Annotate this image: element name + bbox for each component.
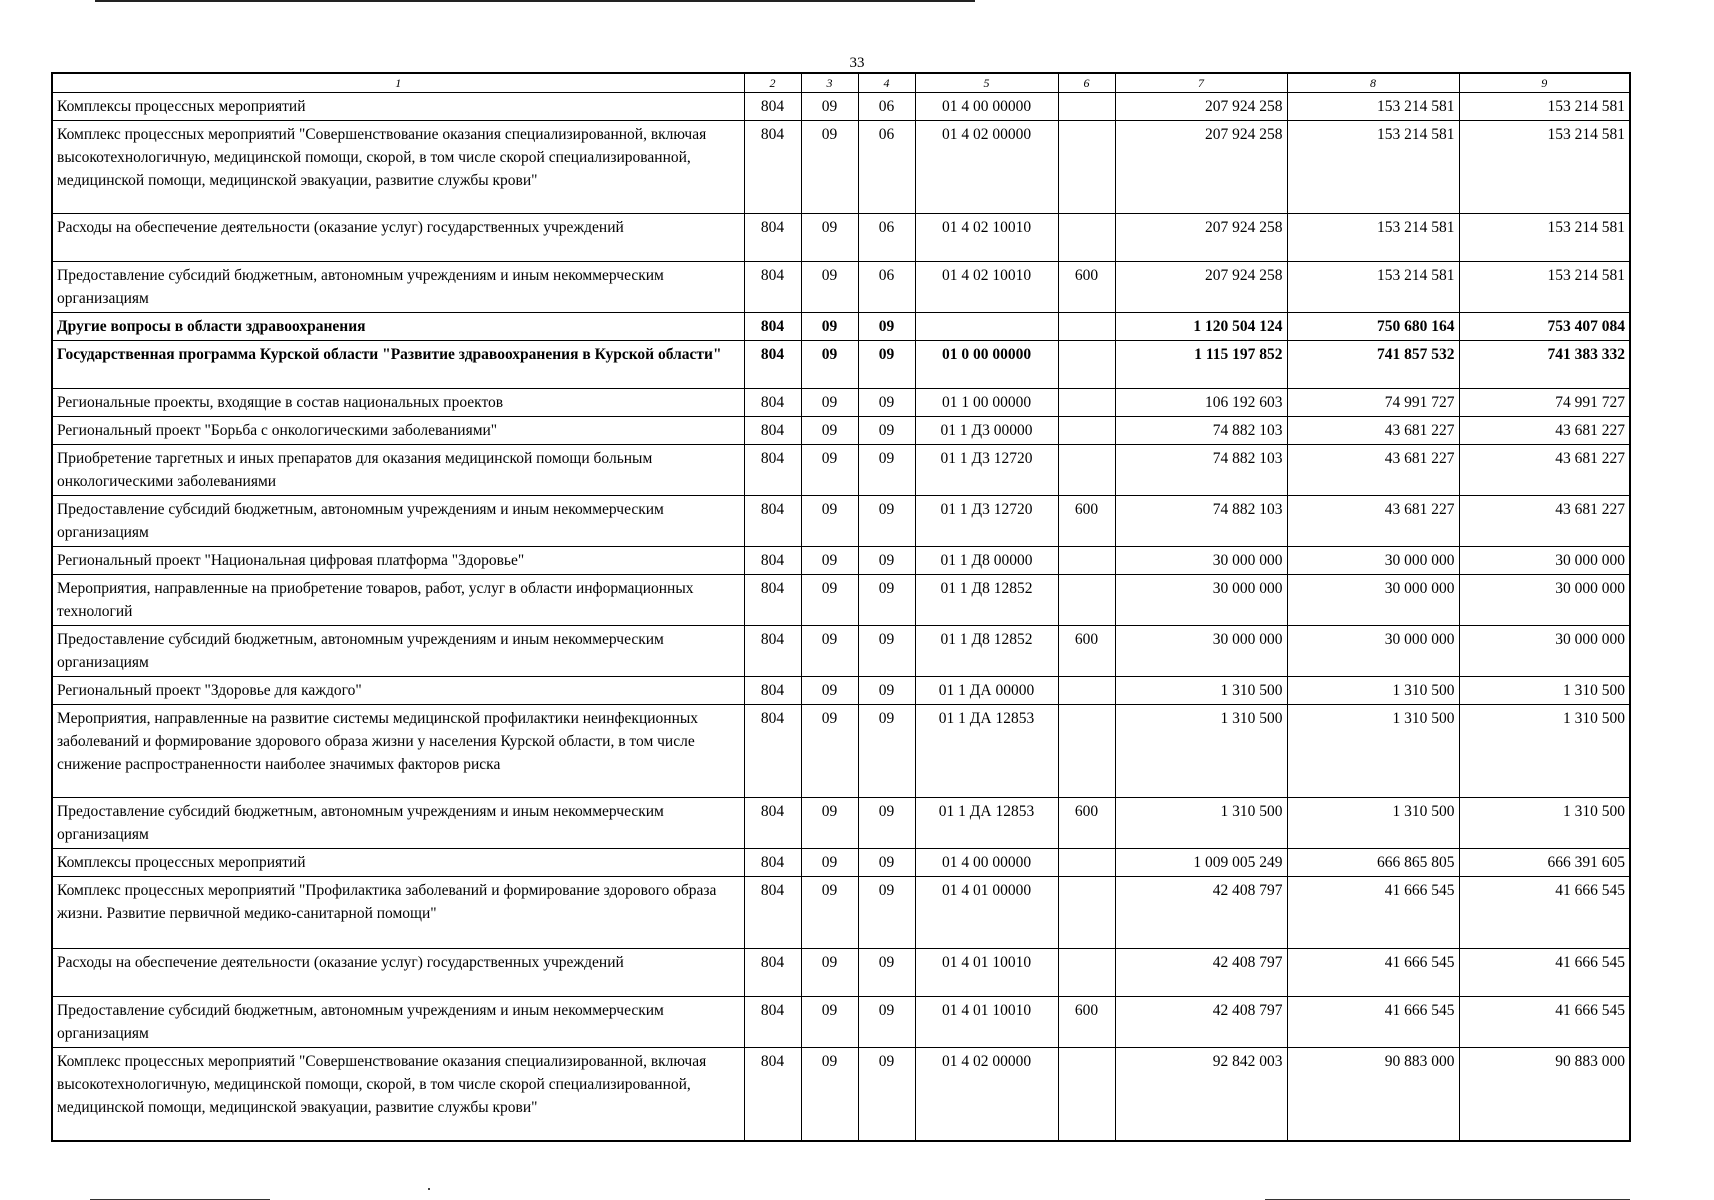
section-cell: 09 — [801, 389, 858, 417]
section-cell: 09 — [801, 949, 858, 997]
row-name-cell: Комплексы процессных мероприятий — [52, 849, 744, 877]
section-cell: 09 — [801, 849, 858, 877]
amount-col9-cell: 153 214 581 — [1459, 93, 1630, 121]
amount-col9-cell: 30 000 000 — [1459, 575, 1630, 626]
amount-col7-cell: 42 408 797 — [1115, 949, 1287, 997]
amount-col9-cell: 41 666 545 — [1459, 997, 1630, 1048]
table-row — [52, 389, 1630, 417]
subsection-cell: 09 — [858, 445, 915, 496]
amount-col8-cell: 741 857 532 — [1287, 341, 1459, 389]
amount-col9-cell: 153 214 581 — [1459, 214, 1630, 262]
table-row — [52, 677, 1630, 705]
admin-code-cell: 804 — [744, 341, 801, 389]
table-row — [52, 214, 1630, 262]
row-name-cell: Мероприятия, направленные на приобретение товаров, работ, услуг в области информационных технологий — [52, 575, 744, 626]
section-cell: 09 — [801, 417, 858, 445]
section-cell: 09 — [801, 877, 858, 949]
section-cell: 09 — [801, 798, 858, 849]
target-article-cell: 01 4 00 00000 — [915, 849, 1058, 877]
row-name-cell: Расходы на обеспечение деятельности (оказание услуг) государственных учреждений — [52, 214, 744, 262]
expense-type-cell — [1058, 849, 1115, 877]
admin-code-cell: 804 — [744, 677, 801, 705]
expense-type-cell — [1058, 389, 1115, 417]
admin-code-cell: 804 — [744, 93, 801, 121]
admin-code-cell: 804 — [744, 417, 801, 445]
expense-type-cell — [1058, 445, 1115, 496]
target-article-cell: 01 1 Д3 00000 — [915, 417, 1058, 445]
amount-col7-cell: 30 000 000 — [1115, 575, 1287, 626]
section-cell: 09 — [801, 445, 858, 496]
subsection-cell: 09 — [858, 417, 915, 445]
target-article-cell: 01 1 00 00000 — [915, 389, 1058, 417]
section-cell: 09 — [801, 677, 858, 705]
amount-col7-cell: 207 924 258 — [1115, 262, 1287, 313]
admin-code-cell: 804 — [744, 496, 801, 547]
table-row — [52, 798, 1630, 849]
admin-code-cell: 804 — [744, 575, 801, 626]
target-article-cell: 01 4 02 00000 — [915, 121, 1058, 214]
target-article-cell: 01 0 00 00000 — [915, 341, 1058, 389]
target-article-cell: 01 4 01 10010 — [915, 997, 1058, 1048]
row-name-cell: Предоставление субсидий бюджетным, автономным учреждениям и иным некоммерческим организациям — [52, 997, 744, 1048]
subsection-cell: 09 — [858, 496, 915, 547]
admin-code-cell: 804 — [744, 798, 801, 849]
section-cell: 09 — [801, 1048, 858, 1141]
table-row — [52, 496, 1630, 547]
expense-type-cell: 600 — [1058, 997, 1115, 1048]
expense-type-cell: 600 — [1058, 626, 1115, 677]
subsection-cell: 09 — [858, 626, 915, 677]
amount-col7-cell: 106 192 603 — [1115, 389, 1287, 417]
row-name-cell: Мероприятия, направленные на развитие системы медицинской профилактики неинфекционных заболеваний и формирование здорового образа жизни у населения Курской области, в том числе снижение распространенности наиболее значимых факторов риска — [52, 705, 744, 798]
column-header: 7 — [1115, 73, 1287, 93]
target-article-cell: 01 1 ДА 12853 — [915, 705, 1058, 798]
expense-type-cell — [1058, 705, 1115, 798]
table-row — [52, 1048, 1630, 1141]
amount-col8-cell: 153 214 581 — [1287, 121, 1459, 214]
expense-type-cell — [1058, 1048, 1115, 1141]
column-number-row — [52, 73, 1630, 93]
amount-col8-cell: 43 681 227 — [1287, 417, 1459, 445]
amount-col7-cell: 1 115 197 852 — [1115, 341, 1287, 389]
expense-type-cell: 600 — [1058, 262, 1115, 313]
subsection-cell: 09 — [858, 313, 915, 341]
amount-col8-cell: 74 991 727 — [1287, 389, 1459, 417]
target-article-cell: 01 1 Д8 12852 — [915, 575, 1058, 626]
amount-col8-cell: 43 681 227 — [1287, 496, 1459, 547]
table-row — [52, 997, 1630, 1048]
section-cell: 09 — [801, 705, 858, 798]
row-name-cell: Другие вопросы в области здравоохранения — [52, 313, 744, 341]
row-name-cell: Приобретение таргетных и иных препаратов для оказания медицинской помощи больным онкологическими заболеваниями — [52, 445, 744, 496]
section-cell: 09 — [801, 341, 858, 389]
admin-code-cell: 804 — [744, 262, 801, 313]
amount-col7-cell: 74 882 103 — [1115, 496, 1287, 547]
table-row — [52, 93, 1630, 121]
expense-type-cell — [1058, 341, 1115, 389]
amount-col7-cell: 1 310 500 — [1115, 705, 1287, 798]
amount-col7-cell: 42 408 797 — [1115, 877, 1287, 949]
amount-col9-cell: 1 310 500 — [1459, 677, 1630, 705]
expense-type-cell — [1058, 949, 1115, 997]
column-header: 8 — [1287, 73, 1459, 93]
row-name-cell: Предоставление субсидий бюджетным, автономным учреждениям и иным некоммерческим организациям — [52, 262, 744, 313]
expense-type-cell: 600 — [1058, 798, 1115, 849]
admin-code-cell: 804 — [744, 949, 801, 997]
amount-col7-cell: 30 000 000 — [1115, 626, 1287, 677]
amount-col9-cell: 1 310 500 — [1459, 705, 1630, 798]
row-name-cell: Предоставление субсидий бюджетным, автономным учреждениям и иным некоммерческим организациям — [52, 496, 744, 547]
row-name-cell: Государственная программа Курской области "Развитие здравоохранения в Курской области" — [52, 341, 744, 389]
table-row — [52, 262, 1630, 313]
expense-type-cell — [1058, 417, 1115, 445]
target-article-cell: 01 1 ДА 12853 — [915, 798, 1058, 849]
amount-col9-cell: 43 681 227 — [1459, 445, 1630, 496]
admin-code-cell: 804 — [744, 849, 801, 877]
subsection-cell: 09 — [858, 997, 915, 1048]
column-header: 4 — [858, 73, 915, 93]
amount-col8-cell: 41 666 545 — [1287, 997, 1459, 1048]
amount-col7-cell: 42 408 797 — [1115, 997, 1287, 1048]
target-article-cell: 01 1 Д3 12720 — [915, 445, 1058, 496]
amount-col9-cell: 74 991 727 — [1459, 389, 1630, 417]
target-article-cell: 01 4 01 10010 — [915, 949, 1058, 997]
scan-speck — [428, 1188, 430, 1190]
section-cell: 09 — [801, 626, 858, 677]
amount-col9-cell: 741 383 332 — [1459, 341, 1630, 389]
amount-col9-cell: 153 214 581 — [1459, 262, 1630, 313]
table-row — [52, 849, 1630, 877]
amount-col9-cell: 1 310 500 — [1459, 798, 1630, 849]
amount-col8-cell: 153 214 581 — [1287, 262, 1459, 313]
section-cell: 09 — [801, 93, 858, 121]
row-name-cell: Региональный проект "Национальная цифровая платформа "Здоровье" — [52, 547, 744, 575]
amount-col9-cell: 43 681 227 — [1459, 417, 1630, 445]
table-row — [52, 877, 1630, 949]
amount-col8-cell: 666 865 805 — [1287, 849, 1459, 877]
amount-col9-cell: 41 666 545 — [1459, 949, 1630, 997]
section-cell: 09 — [801, 214, 858, 262]
admin-code-cell: 804 — [744, 389, 801, 417]
subsection-cell: 09 — [858, 677, 915, 705]
budget-table — [51, 72, 1631, 1142]
row-name-cell: Комплексы процессных мероприятий — [52, 93, 744, 121]
section-cell: 09 — [801, 496, 858, 547]
amount-col8-cell: 41 666 545 — [1287, 949, 1459, 997]
amount-col7-cell: 1 009 005 249 — [1115, 849, 1287, 877]
subsection-cell: 06 — [858, 262, 915, 313]
target-article-cell — [915, 313, 1058, 341]
subsection-cell: 09 — [858, 798, 915, 849]
column-header: 6 — [1058, 73, 1115, 93]
expense-type-cell — [1058, 93, 1115, 121]
expense-type-cell: 600 — [1058, 496, 1115, 547]
subsection-cell: 09 — [858, 547, 915, 575]
target-article-cell: 01 4 00 00000 — [915, 93, 1058, 121]
amount-col7-cell: 74 882 103 — [1115, 445, 1287, 496]
expense-type-cell — [1058, 575, 1115, 626]
amount-col9-cell: 153 214 581 — [1459, 121, 1630, 214]
amount-col8-cell: 30 000 000 — [1287, 626, 1459, 677]
target-article-cell: 01 4 02 10010 — [915, 262, 1058, 313]
row-name-cell: Предоставление субсидий бюджетным, автономным учреждениям и иным некоммерческим организациям — [52, 626, 744, 677]
target-article-cell: 01 4 02 10010 — [915, 214, 1058, 262]
amount-col9-cell: 41 666 545 — [1459, 877, 1630, 949]
row-name-cell: Региональный проект "Борьба с онкологическими заболеваниями" — [52, 417, 744, 445]
row-name-cell: Региональные проекты, входящие в состав национальных проектов — [52, 389, 744, 417]
row-name-cell: Комплекс процессных мероприятий "Совершенствование оказания специализированной, включая высокотехнологичную, медицинской помощи, скорой, в том числе скорой специализированной, медицинской помощи, медицинской эвакуации, развитие службы крови" — [52, 1048, 744, 1141]
section-cell: 09 — [801, 121, 858, 214]
amount-col8-cell: 41 666 545 — [1287, 877, 1459, 949]
amount-col8-cell: 153 214 581 — [1287, 93, 1459, 121]
expense-type-cell — [1058, 677, 1115, 705]
amount-col7-cell: 1 120 504 124 — [1115, 313, 1287, 341]
section-cell: 09 — [801, 262, 858, 313]
amount-col9-cell: 666 391 605 — [1459, 849, 1630, 877]
table-row — [52, 445, 1630, 496]
amount-col7-cell: 1 310 500 — [1115, 677, 1287, 705]
table-row — [52, 313, 1630, 341]
amount-col7-cell: 30 000 000 — [1115, 547, 1287, 575]
table-row — [52, 341, 1630, 389]
admin-code-cell: 804 — [744, 121, 801, 214]
admin-code-cell: 804 — [744, 705, 801, 798]
amount-col7-cell: 207 924 258 — [1115, 121, 1287, 214]
amount-col9-cell: 90 883 000 — [1459, 1048, 1630, 1141]
subsection-cell: 06 — [858, 121, 915, 214]
expense-type-cell — [1058, 214, 1115, 262]
amount-col8-cell: 153 214 581 — [1287, 214, 1459, 262]
amount-col9-cell: 753 407 084 — [1459, 313, 1630, 341]
admin-code-cell: 804 — [744, 626, 801, 677]
amount-col8-cell: 1 310 500 — [1287, 705, 1459, 798]
amount-col8-cell: 43 681 227 — [1287, 445, 1459, 496]
subsection-cell: 09 — [858, 705, 915, 798]
admin-code-cell: 804 — [744, 313, 801, 341]
column-header: 3 — [801, 73, 858, 93]
table-row — [52, 575, 1630, 626]
column-header: 5 — [915, 73, 1058, 93]
subsection-cell: 09 — [858, 949, 915, 997]
column-header: 9 — [1459, 73, 1630, 93]
section-cell: 09 — [801, 997, 858, 1048]
row-name-cell: Региональный проект "Здоровье для каждого" — [52, 677, 744, 705]
amount-col9-cell: 30 000 000 — [1459, 626, 1630, 677]
table-row — [52, 547, 1630, 575]
amount-col8-cell: 1 310 500 — [1287, 677, 1459, 705]
target-article-cell: 01 4 02 00000 — [915, 1048, 1058, 1141]
subsection-cell: 06 — [858, 214, 915, 262]
amount-col9-cell: 43 681 227 — [1459, 496, 1630, 547]
column-header: 2 — [744, 73, 801, 93]
scan-top-border — [95, 0, 975, 2]
section-cell: 09 — [801, 575, 858, 626]
column-header: 1 — [52, 73, 744, 93]
admin-code-cell: 804 — [744, 877, 801, 949]
amount-col7-cell: 207 924 258 — [1115, 93, 1287, 121]
subsection-cell: 09 — [858, 1048, 915, 1141]
target-article-cell: 01 1 Д8 12852 — [915, 626, 1058, 677]
amount-col8-cell: 30 000 000 — [1287, 547, 1459, 575]
table-row — [52, 705, 1630, 798]
subsection-cell: 06 — [858, 93, 915, 121]
page-number: 33 — [849, 55, 865, 71]
admin-code-cell: 804 — [744, 997, 801, 1048]
amount-col9-cell: 30 000 000 — [1459, 547, 1630, 575]
table-row — [52, 626, 1630, 677]
expense-type-cell — [1058, 121, 1115, 214]
amount-col7-cell: 74 882 103 — [1115, 417, 1287, 445]
row-name-cell: Комплекс процессных мероприятий "Совершенствование оказания специализированной, включая высокотехнологичную, медицинской помощи, скорой, в том числе скорой специализированной, медицинской помощи, медицинской эвакуации, развитие службы крови" — [52, 121, 744, 214]
section-cell: 09 — [801, 313, 858, 341]
amount-col7-cell: 92 842 003 — [1115, 1048, 1287, 1141]
subsection-cell: 09 — [858, 389, 915, 417]
table-row — [52, 121, 1630, 214]
admin-code-cell: 804 — [744, 547, 801, 575]
admin-code-cell: 804 — [744, 1048, 801, 1141]
target-article-cell: 01 1 ДА 00000 — [915, 677, 1058, 705]
admin-code-cell: 804 — [744, 214, 801, 262]
row-name-cell: Комплекс процессных мероприятий "Профилактика заболеваний и формирование здорового образа жизни. Развитие первичной медико-санитарной помощи" — [52, 877, 744, 949]
amount-col8-cell: 1 310 500 — [1287, 798, 1459, 849]
subsection-cell: 09 — [858, 575, 915, 626]
target-article-cell: 01 4 01 00000 — [915, 877, 1058, 949]
table-row — [52, 417, 1630, 445]
target-article-cell: 01 1 Д3 12720 — [915, 496, 1058, 547]
amount-col7-cell: 1 310 500 — [1115, 798, 1287, 849]
table-row — [52, 949, 1630, 997]
expense-type-cell — [1058, 313, 1115, 341]
amount-col8-cell: 30 000 000 — [1287, 575, 1459, 626]
row-name-cell: Предоставление субсидий бюджетным, автономным учреждениям и иным некоммерческим организациям — [52, 798, 744, 849]
admin-code-cell: 804 — [744, 445, 801, 496]
subsection-cell: 09 — [858, 849, 915, 877]
amount-col7-cell: 207 924 258 — [1115, 214, 1287, 262]
row-name-cell: Расходы на обеспечение деятельности (оказание услуг) государственных учреждений — [52, 949, 744, 997]
expense-type-cell — [1058, 877, 1115, 949]
amount-col8-cell: 750 680 164 — [1287, 313, 1459, 341]
target-article-cell: 01 1 Д8 00000 — [915, 547, 1058, 575]
subsection-cell: 09 — [858, 877, 915, 949]
expense-type-cell — [1058, 547, 1115, 575]
section-cell: 09 — [801, 547, 858, 575]
amount-col8-cell: 90 883 000 — [1287, 1048, 1459, 1141]
subsection-cell: 09 — [858, 341, 915, 389]
